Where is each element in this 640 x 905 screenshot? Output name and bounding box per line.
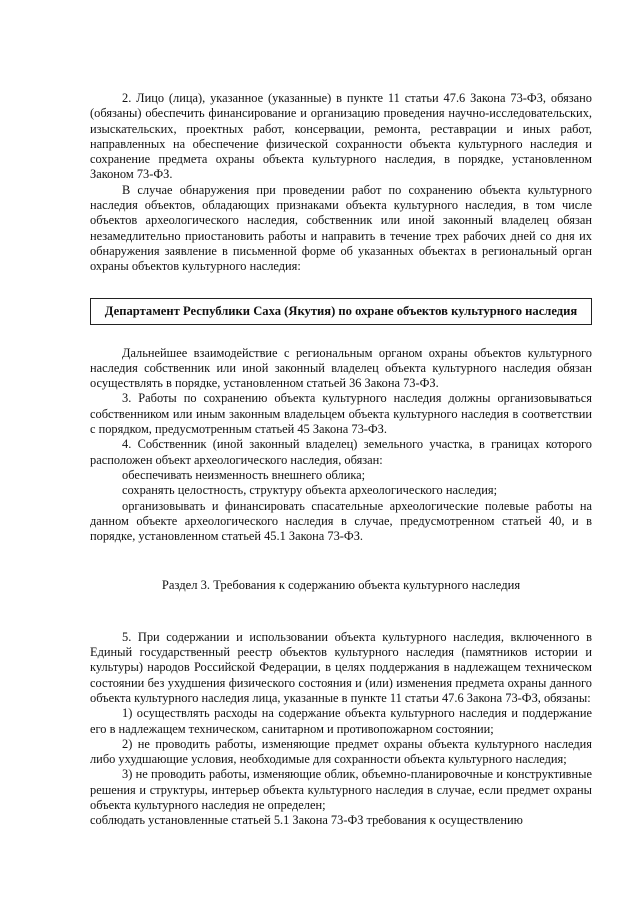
authority-box: Департамент Республики Саха (Якутия) по охране объектов культурного наследия (90, 298, 592, 325)
document-body (90, 91, 592, 829)
list-item: обеспечивать неизменность внешнего облика; (122, 467, 366, 482)
paragraph-item-2: 2. Лицо (лица), указанное (указанные) в пункте 11 статьи 47.6 Закона 73-ФЗ, обязано (обязаны) обеспечить финансирование и организацию проведения научно-исследовательских, изыскательских, проектных работ, консервации, ремонта, реставрации и иных работ, направленных на обеспечение физической сохранности объекта культурного наследия и сохранение предмета охраны объекта культурного наследия, в порядке, установленном Законом 73-ФЗ. (90, 91, 592, 182)
paragraph-item-5: 5. При содержании и использовании объекта культурного наследия, включенного в Единый государственный реестр объектов культурного наследия (памятников истории и культуры) народов Российской Федерации, в целях поддержания в надлежащем техническом состоянии без ухудшения физического состояния и (или) изменения предмета охраны данного объекта культурного наследия лица, указанные в пункте 11 статьи 47.6 Закона 73-ФЗ, обязаны: (90, 629, 592, 705)
paragraph-discovery: В случае обнаружения при проведении работ по сохранению объекта культурного наследия объектов, обладающих признаками объекта культурного наследия, в том числе объектов археологического наследия, собственник или иной законный владелец обязан незамедлительно приостановить работы и направить в течение трех рабочих дней со дня их обнаружения заявление в письменной форме об указанных объектах в региональный орган охраны объектов культурного наследия: (90, 182, 592, 274)
list-item: 3) не проводить работы, изменяющие облик, объемно-планировочные и конструктивные решения и структуры, интерьер объекта культурного наследия в случае, если предмет охраны объекта культурного наследия не определен; (90, 767, 592, 812)
list-item: организовывать и финансировать спасательные археологические полевые работы на данном объекте археологического наследия в случае, предусмотренном статьей 40, и в порядке, установленном статьей 45.1 Закона 73-ФЗ. (90, 498, 592, 544)
section-title: Раздел 3. Требования к содержанию объекта культурного наследия (161, 578, 521, 593)
paragraph-last-line: соблюдать установленные статьей 5.1 Закона 73-ФЗ требования к осуществлению (90, 813, 523, 828)
paragraph-item-4: 4. Собственник (иной законный владелец) земельного участка, в границах которого расположен объект археологического наследия, обязан: (90, 437, 592, 467)
paragraph-item-3: 3. Работы по сохранению объекта культурного наследия должны организовываться собственником или иным законным владельцем объекта культурного наследия в соответствии с порядком, предусмотренным статьей 45 Закона 73-ФЗ. (90, 391, 592, 437)
paragraph-interaction: Дальнейшее взаимодействие с региональным органом охраны объектов культурного наследия собственник или иной законный владелец объекта культурного наследия обязан осуществлять в порядке, установленном статьей 36 Закона 73-ФЗ. (90, 345, 592, 391)
list-item: сохранять целостность, структуру объекта археологического наследия; (122, 483, 498, 498)
list-item: 1) осуществлять расходы на содержание объекта культурного наследия и поддержание его в надлежащем техническом, санитарном и противопожарном состоянии; (90, 706, 592, 736)
list-item: 2) не проводить работы, изменяющие предмет охраны объекта культурного наследия либо ухудшающие условия, необходимые для сохранности объекта культурного наследия; (90, 736, 592, 767)
